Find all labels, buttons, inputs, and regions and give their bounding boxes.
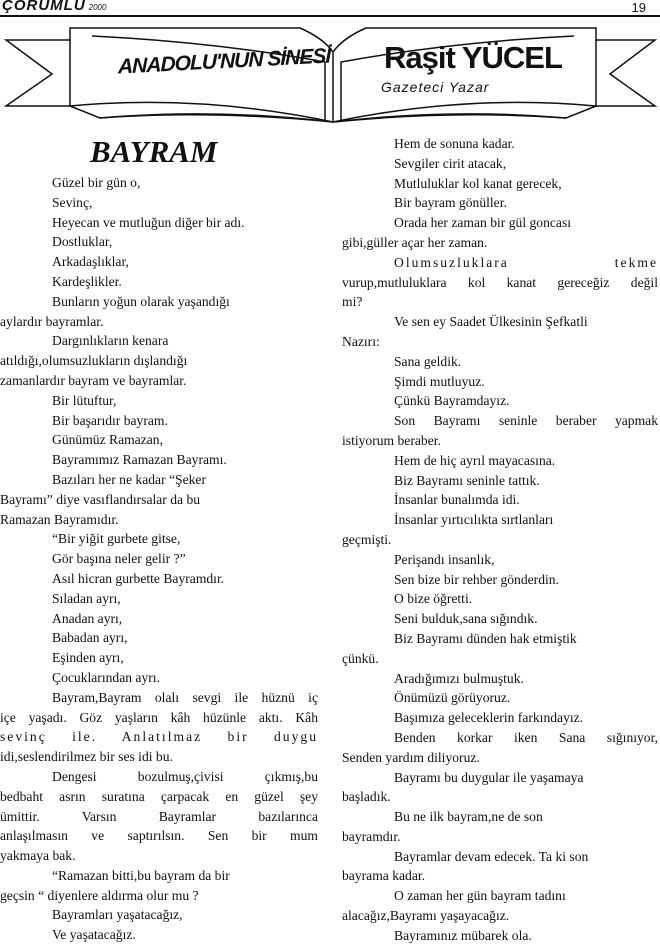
text-line: İnsanlar yırtıcılıkta sırtlanları <box>394 512 554 528</box>
text-line: Mutluluklar kol kanat gerecek, <box>394 175 562 191</box>
text-line: Dostluklar, <box>52 234 113 250</box>
text-line: Hem de hiç ayrıl mayacasına. <box>394 452 556 468</box>
text-line: Eşinden ayrı, <box>52 650 124 666</box>
text-line: Dengesi bozulmuş,çivisi çıkmış,bu <box>52 768 318 784</box>
text-line: Heyecan ve mutluğun diğer bir adı. <box>52 214 245 230</box>
text-line: Son Bayramı seninle beraber yapmak <box>394 413 658 429</box>
text-line: vurup,mutluluklara kol kanat gereceğiz değil <box>342 274 658 290</box>
text-line: mi? <box>342 294 363 310</box>
banner-column-name: ANADOLU'NUN SİNESİ <box>118 44 331 79</box>
text-line: Babadan ayrı, <box>52 630 128 646</box>
text-line: geçmişti. <box>342 531 392 547</box>
text-line: İnsanlar bunalımda idi. <box>394 492 520 508</box>
text-line: bayramdır. <box>342 828 401 844</box>
text-line: Çocuklarından ayrı. <box>52 669 160 685</box>
text-line: Senden yardım diliyoruz. <box>342 749 480 765</box>
text-line: Bayram,Bayram olalı sevgi ile hüznü iç <box>52 689 318 705</box>
text-line: Günümüz Ramazan, <box>52 432 163 448</box>
text-line: Bayramı bu duygular ile yaşamaya <box>394 769 584 785</box>
text-line: Başımıza geleceklerin farkındayız. <box>394 710 584 726</box>
text-line: Olumsuzluklara tekme <box>394 254 658 270</box>
article-title: BAYRAM <box>90 134 218 169</box>
text-line: sevinç ile. Anlatılmaz bir duygu <box>0 729 318 745</box>
text-line: geçsin “ diyenlere aldırma olur mu ? <box>0 887 199 903</box>
text-line: başladık. <box>342 789 391 805</box>
text-line: aylardır bayramlar. <box>0 313 104 329</box>
text-line: Kardeşlikler. <box>52 273 122 289</box>
text-line: O bize öğretti. <box>394 591 473 607</box>
text-line: Bayramları yaşatacağız, <box>52 907 183 923</box>
text-line: Perişandı insanlık, <box>394 551 495 567</box>
text-line: Şimdi mutluyuz. <box>394 373 485 389</box>
watermark-mark <box>518 168 554 190</box>
text-line: Sevgiler cirit atacak, <box>394 155 507 171</box>
text-line: atıldığı,olumsuzlukların dışlandığı <box>0 353 188 369</box>
text-line: Nazırı: <box>342 333 380 349</box>
text-line: Seni bulduk,sana sığındık. <box>394 611 538 627</box>
author-role: Gazeteci Yazar <box>381 79 490 95</box>
text-line: Orada her zaman bir gül goncası <box>394 215 572 231</box>
text-line: Sevinç, <box>52 194 93 210</box>
text-line: Güzel bir gün o, <box>52 175 141 190</box>
magazine-year: 2000 <box>88 3 107 12</box>
text-line: Biz Bayramı dünden hak etmiştik <box>394 630 577 646</box>
text-line: Sana geldik. <box>394 353 462 369</box>
text-line: Çünkü Bayramdayız. <box>394 393 510 409</box>
text-line: idi,seslendirilmez bir ses idi bu. <box>0 749 173 765</box>
text-line: Bazıları her ne kadar “Şeker <box>52 471 206 487</box>
text-line: Ve sen ey Saadet Ülkesinin Şefkatli <box>394 314 588 330</box>
right-column <box>342 134 658 946</box>
text-line: içe yaşadı. Göz yaşların kâh hüzünle aktı. Kâh <box>0 709 318 725</box>
page-number: 19 <box>631 0 646 15</box>
text-line: Bayramı” diye vasıflandırsalar da bu <box>0 491 201 507</box>
text-line: bayrama kadar. <box>342 868 426 884</box>
text-line: O zaman her gün bayram tadını <box>394 888 566 904</box>
text-line: Ramazan Bayramıdır. <box>0 511 119 527</box>
text-line: çünkü. <box>342 650 379 666</box>
text-line: Aradığımızı bulmuştuk. <box>394 670 524 686</box>
text-line: Dargınlıkların kenara <box>52 333 169 349</box>
text-line: Sıladan ayrı, <box>52 590 121 606</box>
text-line: zamanlardır bayram ve bayramlar. <box>0 372 187 388</box>
text-line: Benden korkar iken Sana sığınıyor, <box>394 729 658 745</box>
text-line: Arkadaşlıklar, <box>52 254 129 270</box>
text-line: “Ramazan bitti,bu bayram da bir <box>52 867 230 883</box>
left-column <box>0 173 318 945</box>
text-line: Bayramlar devam edecek. Ta ki son <box>394 848 589 864</box>
author-name: Raşit YÜCEL <box>384 40 562 75</box>
text-line: Asıl hicran gurbette Bayramdır. <box>52 570 225 586</box>
text-line: Önümüzü görüyoruz. <box>394 690 511 706</box>
text-line: Bu ne ilk bayram,ne de son <box>394 809 543 825</box>
text-line: Biz Bayramı seninle tattık. <box>394 472 540 488</box>
text-line: alacağız,Bayramı yaşayacağız. <box>342 908 510 924</box>
magazine-name: ÇORUMLU <box>2 0 86 14</box>
text-line: Ve yaşatacağız. <box>52 927 136 943</box>
text-line: Bir başarıdır bayram. <box>52 412 168 428</box>
text-line: Sen bize bir rehber gönderdin. <box>394 571 559 587</box>
text-line: Bayramımız Ramazan Bayramı. <box>52 452 227 468</box>
header-rule <box>0 15 660 17</box>
text-line: Bir bayram gönüller. <box>394 195 507 211</box>
text-line: anlaşılmasın ve saptırılsın. Sen bir mum <box>0 828 318 844</box>
text-line: Hem de sonuna kadar. <box>394 136 515 151</box>
text-line: Bir lütuftur, <box>52 392 117 408</box>
text-line: ümittir. Varsın Bayramlar bazılarınca <box>0 808 318 824</box>
text-line: yakmaya bak. <box>0 848 76 864</box>
text-line: bedbaht asrın suratına çarpacak en güzel şey <box>0 788 318 804</box>
text-line: Anadan ayrı, <box>52 610 123 626</box>
text-line: Bunların yoğun olarak yaşandığı <box>52 293 230 309</box>
magazine-title <box>2 0 106 14</box>
text-line: “Bir yiğit gurbete gitse, <box>52 531 181 547</box>
text-line: istiyorum beraber. <box>342 432 441 448</box>
text-line: Gör başına neler gelir ?” <box>52 551 186 567</box>
text-line: Bayramınız mübarek ola. <box>394 927 532 943</box>
text-line: gibi,güller açar her zaman. <box>342 234 488 250</box>
